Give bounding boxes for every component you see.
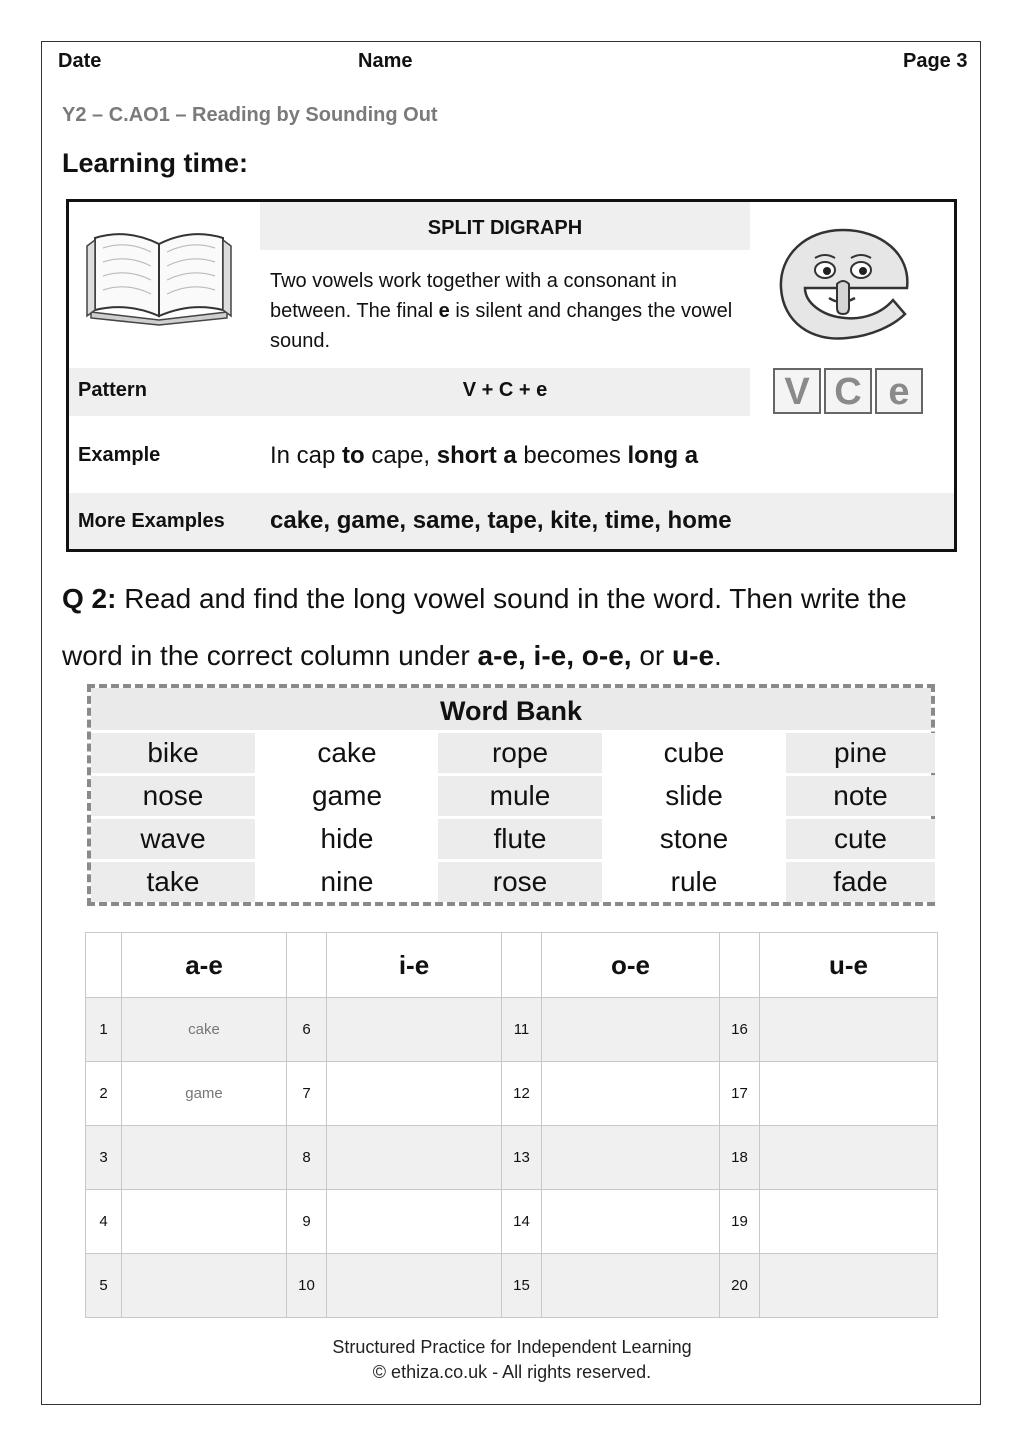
split-digraph-panel: [66, 199, 957, 552]
word-bank-word: cute: [786, 819, 935, 859]
word-bank-word: wave: [91, 819, 255, 859]
word-bank-word: rope: [438, 733, 602, 773]
answer-cell[interactable]: [760, 1254, 938, 1318]
table-row: [86, 1254, 938, 1318]
table-row: [86, 1190, 938, 1254]
header-blank: [86, 933, 122, 998]
silent-e-character-icon: [775, 226, 915, 344]
word-bank-word: cake: [317, 737, 377, 768]
word-bank-word: bike: [91, 733, 255, 773]
answer-table: [85, 932, 938, 1318]
answer-cell[interactable]: [122, 1190, 287, 1254]
row-number: 17: [720, 1062, 760, 1126]
answer-cell[interactable]: [542, 1190, 720, 1254]
page-number: Page 3: [903, 50, 968, 72]
answer-cell[interactable]: cake: [122, 998, 287, 1062]
word-bank-word: stone: [659, 823, 729, 854]
answer-cell[interactable]: [327, 1126, 502, 1190]
row-number: 10: [287, 1254, 327, 1318]
row-number: 6: [287, 998, 327, 1062]
more-examples-list: cake, game, same, tape, kite, time, home: [270, 507, 732, 534]
answer-cell[interactable]: [760, 1126, 938, 1190]
answer-cell[interactable]: [760, 1190, 938, 1254]
vce-letter-e: e: [875, 368, 923, 414]
footer-copyright: © ethiza.co.uk - All rights reserved.: [372, 1362, 652, 1382]
header-blank: [720, 933, 760, 998]
pattern-label: Pattern: [78, 379, 147, 401]
answer-cell[interactable]: [327, 1190, 502, 1254]
row-number: 12: [502, 1062, 542, 1126]
worksheet-subtitle: Y2 – C.AO1 – Reading by Sounding Out: [62, 104, 438, 126]
word-bank-word: nose: [91, 776, 255, 816]
row-number: 1: [86, 998, 122, 1062]
column-header-i-e: i-e: [327, 933, 502, 998]
answer-cell[interactable]: [122, 1126, 287, 1190]
question-2-instructions: Q 2: Read and find the long vowel sound in the word. Then write the word in the correct column under a-e, i-e, o-e, or u-e.: [62, 583, 907, 671]
row-number: 2: [86, 1062, 122, 1126]
vce-letter-c: C: [824, 368, 872, 414]
word-bank-word: note: [786, 776, 935, 816]
answer-cell[interactable]: [327, 1062, 502, 1126]
word-bank-word: fade: [786, 862, 935, 902]
example-sentence: In cap to cape, short a becomes long a: [270, 442, 699, 469]
word-bank-word: take: [91, 862, 255, 902]
vce-letter-v: V: [773, 368, 821, 414]
row-number: 4: [86, 1190, 122, 1254]
table-row: [86, 1126, 938, 1190]
word-bank-word: rule: [670, 866, 718, 897]
answer-cell[interactable]: [542, 1062, 720, 1126]
word-bank-word: cube: [663, 737, 725, 768]
open-book-icon: [83, 228, 235, 326]
example-label: Example: [78, 444, 161, 466]
answer-cell[interactable]: [122, 1254, 287, 1318]
row-number: 15: [502, 1254, 542, 1318]
header-blank: [502, 933, 542, 998]
word-bank-word: hide: [320, 823, 374, 854]
pattern-value: V + C + e: [462, 379, 548, 401]
row-number: 16: [720, 998, 760, 1062]
column-header-u-e: u-e: [760, 933, 938, 998]
word-bank-word: mule: [438, 776, 602, 816]
answer-cell[interactable]: [542, 1126, 720, 1190]
row-number: 18: [720, 1126, 760, 1190]
question-label: Q 2:: [62, 583, 117, 614]
row-number: 8: [287, 1126, 327, 1190]
date-label: Date: [58, 50, 102, 72]
word-bank-word: slide: [665, 780, 723, 811]
table-row: [86, 998, 938, 1062]
column-header-o-e: o-e: [542, 933, 720, 998]
name-label: Name: [358, 50, 413, 72]
table-row: [86, 1062, 938, 1126]
footer-tagline: Structured Practice for Independent Learning: [332, 1337, 692, 1357]
answer-cell[interactable]: [760, 998, 938, 1062]
answer-table-header: [86, 933, 938, 998]
row-number: 11: [502, 998, 542, 1062]
answer-cell[interactable]: [542, 998, 720, 1062]
word-bank-title: Word Bank: [91, 688, 931, 730]
row-number: 9: [287, 1190, 327, 1254]
word-bank-word: rose: [438, 862, 602, 902]
row-number: 14: [502, 1190, 542, 1254]
row-number: 5: [86, 1254, 122, 1318]
answer-cell[interactable]: [542, 1254, 720, 1318]
row-number: 20: [720, 1254, 760, 1318]
word-bank-word: nine: [320, 866, 374, 897]
row-number: 3: [86, 1126, 122, 1190]
column-header-a-e: a-e: [122, 933, 287, 998]
header-blank: [287, 933, 327, 998]
row-number: 13: [502, 1126, 542, 1190]
row-number: 7: [287, 1062, 327, 1126]
more-examples-label: More Examples: [78, 510, 225, 532]
answer-cell[interactable]: [760, 1062, 938, 1126]
answer-cell[interactable]: game: [122, 1062, 287, 1126]
word-bank-word: game: [311, 780, 383, 811]
answer-cell[interactable]: [327, 1254, 502, 1318]
word-bank-word: flute: [438, 819, 602, 859]
answer-cell[interactable]: [327, 998, 502, 1062]
split-digraph-description: Two vowels work together with a consonant in between. The final e is silent and changes the vowel sound.: [270, 270, 733, 352]
split-digraph-heading: SPLIT DIGRAPH: [260, 202, 750, 250]
word-bank: [87, 684, 935, 906]
learning-time-heading: Learning time:: [62, 148, 249, 178]
row-number: 19: [720, 1190, 760, 1254]
word-bank-word: pine: [786, 733, 935, 773]
